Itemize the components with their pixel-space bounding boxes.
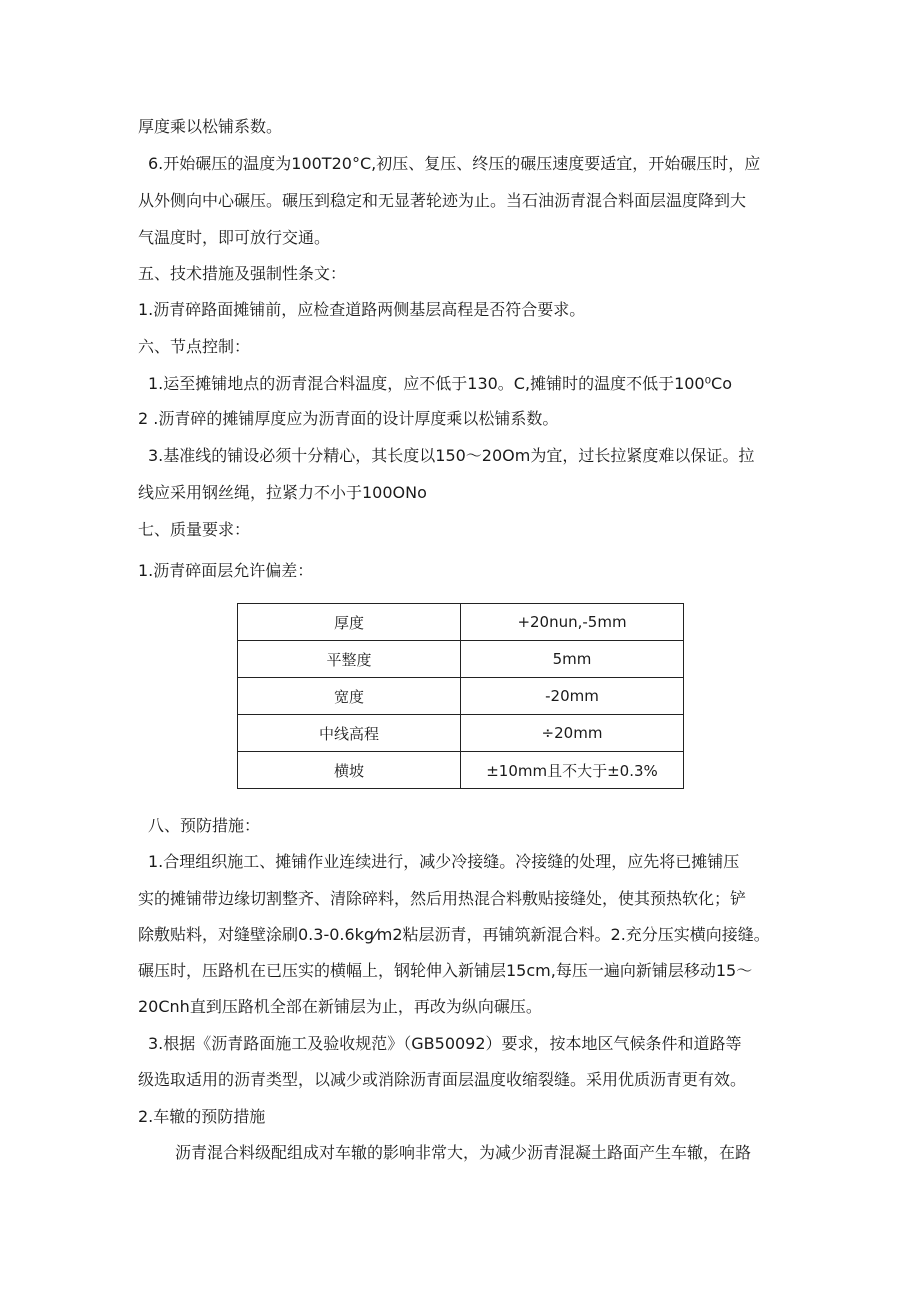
- table-cell-value: 5mm: [461, 641, 684, 678]
- paragraph-line: 3.根据《沥青路面施工及验收规范》（GB50092）要求，按本地区气候条件和道路等: [148, 1034, 742, 1053]
- table-cell-value: ÷20mm: [461, 715, 684, 752]
- paragraph-line: 2 .沥青碎的摊铺厚度应为沥青面的设计厚度乘以松铺系数。: [138, 409, 559, 428]
- table-cell-item: 平整度: [238, 641, 461, 678]
- section-heading: 六、节点控制：: [138, 337, 251, 356]
- paragraph-line: 20Cnh直到压路机全部在新铺层为止，再改为纵向碾压。: [138, 997, 542, 1016]
- paragraph-line: 沥青混合料级配组成对车辙的影响非常大，为减少沥青混凝土路面产生车辙，在路: [175, 1143, 752, 1162]
- paragraph-line: 级选取适用的沥青类型，以减少或消除沥青面层温度收缩裂缝。采用优质沥青更有效。: [138, 1070, 747, 1089]
- table-cell-item: 宽度: [238, 678, 461, 715]
- table-row: [238, 641, 684, 678]
- table-cell-item: 中线高程: [238, 715, 461, 752]
- table-cell-value: ±10mm且不大于±0.3%: [461, 752, 684, 789]
- paragraph-line: 1.沥青碎面层允许偏差：: [138, 561, 314, 580]
- paragraph-line: 除敷贴料，对缝壁涂刷0.3-0.6kg⁄m2粘层沥青，再铺筑新混合料。2.充分压实横向接缝。: [138, 925, 770, 944]
- table-cell-value: -20mm: [461, 678, 684, 715]
- table-row: [238, 715, 684, 752]
- paragraph-line: 3.基准线的铺设必须十分精心，其长度以150～20Om为宜，过长拉紧度难以保证。拉: [148, 446, 755, 465]
- paragraph-line: 6.开始碾压的温度为100T20°C,初压、复压、终压的碾压速度要适宜，开始碾压时，应: [148, 154, 761, 173]
- tolerance-table: [237, 603, 684, 789]
- section-heading: 五、技术措施及强制性条文：: [138, 264, 347, 283]
- paragraph-line: 气温度时，即可放行交通。: [138, 228, 331, 247]
- paragraph-line: 厚度乘以松铺系数。: [138, 117, 283, 136]
- paragraph-line: 从外侧向中心碾压。碾压到稳定和无显著轮迹为止。当石油沥青混合料面层温度降到大: [138, 191, 747, 210]
- table-cell-item: 横坡: [238, 752, 461, 789]
- paragraph-line: 1.合理组织施工、摊铺作业连续进行，减少冷接缝。冷接缝的处理，应先将已摊铺压: [148, 852, 740, 871]
- paragraph-line: 1.运至摊铺地点的沥青混合料温度，应不低于130。C,摊铺时的温度不低于100⁰Co: [148, 374, 732, 393]
- paragraph-line: 实的摊铺带边缘切割整齐、清除碎料，然后用热混合料敷贴接缝处，使其预热软化；铲: [138, 889, 747, 908]
- paragraph-line: 线应采用钢丝绳，拉紧力不小于100ONo: [138, 483, 427, 502]
- section-heading: 2.车辙的预防措施: [138, 1107, 266, 1126]
- table-row: [238, 604, 684, 641]
- table-cell-item: 厚度: [238, 604, 461, 641]
- section-heading: 七、质量要求：: [138, 520, 251, 539]
- paragraph-line: 1.沥青碎路面摊铺前，应检查道路两侧基层高程是否符合要求。: [138, 300, 586, 319]
- table-cell-value: +20nun,-5mm: [461, 604, 684, 641]
- table-row: [238, 752, 684, 789]
- paragraph-line: 碾压时，压路机在已压实的横幅上，钢轮伸入新铺层15cm,每压一遍向新铺层移动15～: [138, 961, 753, 980]
- section-heading: 八、预防措施：: [148, 816, 261, 835]
- table-row: [238, 678, 684, 715]
